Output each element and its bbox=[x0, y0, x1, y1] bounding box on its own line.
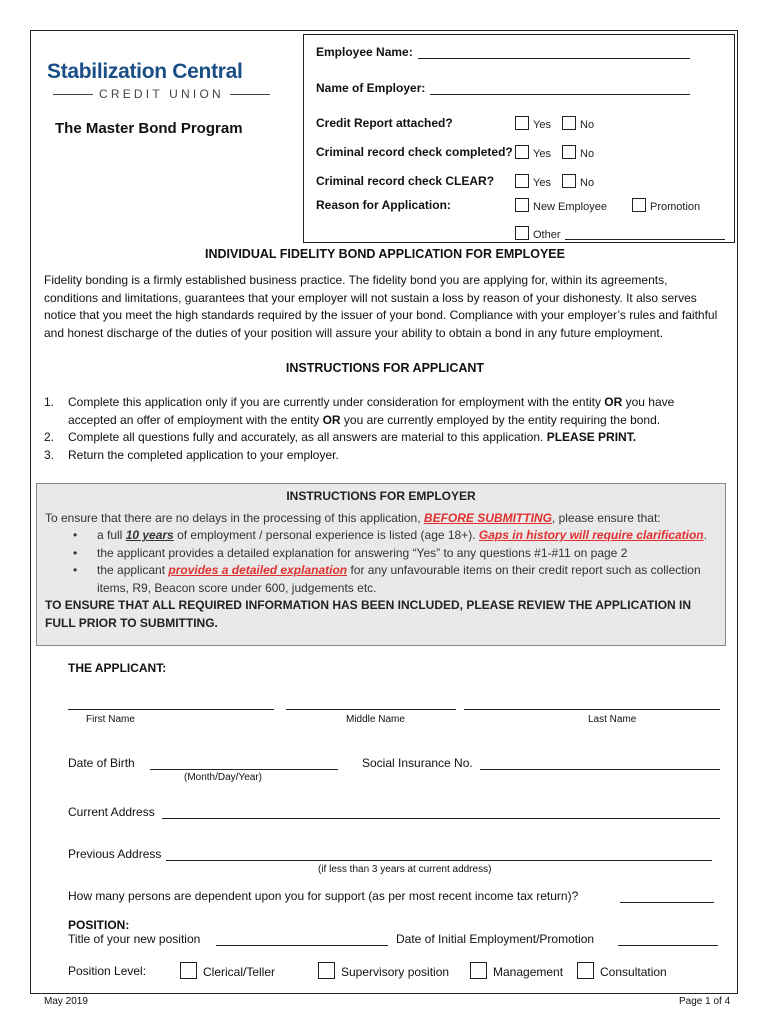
criminal-clear-no[interactable] bbox=[562, 174, 594, 189]
ten-years: 10 years bbox=[125, 528, 174, 542]
middle-name-label: Middle Name bbox=[346, 714, 405, 725]
middle-name-field[interactable] bbox=[286, 709, 456, 710]
bullet: • bbox=[73, 563, 78, 577]
no-label: No bbox=[580, 177, 595, 189]
bullet: • bbox=[73, 545, 78, 560]
employer-bullet-1 bbox=[45, 527, 717, 545]
reason-promotion[interactable] bbox=[632, 198, 700, 213]
checkbox[interactable] bbox=[318, 962, 335, 979]
management-label: Management bbox=[493, 965, 564, 979]
credit-report-no[interactable] bbox=[562, 116, 594, 131]
instruction-1 bbox=[44, 394, 724, 429]
position-level-label: Position Level: bbox=[68, 964, 147, 978]
applicant-instructions-list bbox=[44, 394, 724, 464]
supervisory-label: Supervisory position bbox=[341, 965, 450, 979]
criminal-clear-label: Criminal record check CLEAR? bbox=[316, 174, 495, 188]
text: the applicant provides a detailed explanation for answering “Yes” to any questions #1-#11 on page 2 bbox=[97, 545, 628, 560]
checkbox[interactable] bbox=[470, 962, 487, 979]
criminal-completed-yes[interactable] bbox=[515, 145, 551, 160]
please-print: PLEASE PRINT. bbox=[546, 430, 637, 444]
logo-sub-text: CREDIT UNION bbox=[99, 87, 224, 101]
instruction-2 bbox=[44, 429, 724, 447]
checkbox[interactable] bbox=[632, 198, 646, 212]
checkbox[interactable] bbox=[515, 226, 529, 240]
sin-label: Social Insurance No. bbox=[362, 756, 473, 770]
text: the applicant bbox=[97, 563, 169, 577]
yes-label: Yes bbox=[533, 119, 551, 131]
level-supervisory[interactable] bbox=[318, 962, 449, 979]
text: Complete all questions fully and accurately, as all answers are material to this application. bbox=[68, 430, 547, 444]
number: 1. bbox=[44, 395, 55, 409]
employer-name-field[interactable] bbox=[430, 94, 690, 95]
checkbox[interactable] bbox=[562, 145, 576, 159]
applicant-instructions-title: INSTRUCTIONS FOR APPLICANT bbox=[285, 361, 485, 375]
first-name-field[interactable] bbox=[68, 709, 274, 710]
text: Complete this application only if you are currently under consideration for employment with the entity bbox=[68, 395, 605, 409]
level-consultation[interactable] bbox=[577, 962, 667, 979]
employer-bullet-3 bbox=[45, 562, 717, 597]
gaps-warning: Gaps in history will require clarification bbox=[478, 528, 704, 542]
or-emphasis: OR bbox=[604, 395, 623, 409]
dob-field[interactable] bbox=[150, 769, 338, 770]
footer-date: May 2019 bbox=[44, 996, 88, 1007]
detailed-explanation: provides a detailed explanation bbox=[168, 563, 348, 577]
other-reason-field[interactable] bbox=[565, 239, 725, 240]
current-address-label: Current Address bbox=[68, 805, 155, 819]
criminal-completed-no[interactable] bbox=[562, 145, 594, 160]
yes-label: Yes bbox=[533, 148, 551, 160]
text: you are currently employed by the entity requiring the bond. bbox=[340, 412, 661, 427]
checkbox[interactable] bbox=[180, 962, 197, 979]
dob-label: Date of Birth bbox=[68, 756, 135, 770]
reason-label: Reason for Application: bbox=[316, 198, 451, 212]
no-label: No bbox=[580, 148, 595, 160]
program-title: The Master Bond Program bbox=[55, 120, 243, 137]
text: of employment / personal experience is listed (age 18+). bbox=[173, 528, 479, 542]
promotion-label: Promotion bbox=[650, 201, 701, 213]
text: . bbox=[703, 528, 707, 542]
number: 3. bbox=[44, 447, 55, 462]
new-position-field[interactable] bbox=[216, 945, 388, 946]
employer-intro bbox=[45, 510, 717, 528]
position-title: POSITION: bbox=[68, 918, 130, 932]
credit-report-yes[interactable] bbox=[515, 116, 551, 131]
instruction-text bbox=[68, 429, 636, 447]
intro-paragraph: Fidelity bonding is a firmly established business practice. The fidelity bond you are applying for, within its agreements, conditions and limitations, guarantees that your employer will not sustain a loss by reason of your dishonesty. It also serves notice that you meet the high standards required by the issuer of your bond. Compliance with your employer’s rules and faithful and honest discharge of the duties of your position will assure your ability to obtain a bond in any future employment. bbox=[44, 273, 718, 340]
current-address-field[interactable] bbox=[162, 818, 720, 819]
last-name-field[interactable] bbox=[464, 709, 720, 710]
text: To ensure that there are no delays in the processing of this application, bbox=[45, 510, 424, 525]
checkbox[interactable] bbox=[515, 145, 529, 159]
sin-field[interactable] bbox=[480, 769, 720, 770]
employer-instructions-box bbox=[36, 483, 726, 646]
instruction-text: Return the completed application to your employer. bbox=[68, 447, 339, 462]
level-management[interactable] bbox=[470, 962, 563, 979]
checkbox[interactable] bbox=[515, 174, 529, 188]
text: a full bbox=[97, 528, 126, 542]
footer-page: Page 1 of 4 bbox=[679, 996, 731, 1007]
checkbox[interactable] bbox=[577, 962, 594, 979]
number: 2. bbox=[44, 430, 55, 444]
criminal-completed-label: Criminal record check completed? bbox=[316, 145, 513, 159]
new-employee-label: New Employee bbox=[533, 201, 607, 213]
criminal-clear-yes[interactable] bbox=[515, 174, 551, 189]
checkbox[interactable] bbox=[515, 198, 529, 212]
checkbox[interactable] bbox=[562, 116, 576, 130]
credit-report-label: Credit Report attached? bbox=[316, 116, 453, 130]
applicant-title: THE APPLICANT: bbox=[68, 661, 167, 675]
dependents-label: How many persons are dependent upon you for support (as per most recent income tax return)? bbox=[68, 889, 579, 903]
dependents-field[interactable] bbox=[620, 902, 714, 903]
last-name-label: Last Name bbox=[588, 714, 637, 725]
employer-name-label: Name of Employer: bbox=[316, 81, 426, 95]
logo-title: Stabilization Central bbox=[47, 60, 243, 83]
no-label: No bbox=[580, 119, 595, 131]
form-title: INDIVIDUAL FIDELITY BOND APPLICATION FOR EMPLOYEE bbox=[205, 247, 565, 261]
yes-label: Yes bbox=[533, 177, 551, 189]
new-position-label: Title of your new position bbox=[68, 932, 201, 946]
employee-name-field[interactable] bbox=[418, 58, 690, 59]
logo-subtitle bbox=[47, 87, 276, 101]
or-emphasis: OR bbox=[322, 412, 341, 427]
instruction-3 bbox=[44, 447, 724, 465]
text: you have accepted an offer of employment with the entity bbox=[68, 395, 675, 427]
level-clerical[interactable] bbox=[180, 962, 275, 979]
clerical-label: Clerical/Teller bbox=[203, 965, 276, 979]
consultation-label: Consultation bbox=[600, 965, 667, 979]
dob-hint: (Month/Day/Year) bbox=[184, 772, 262, 783]
checkbox[interactable] bbox=[562, 174, 576, 188]
reason-other[interactable] bbox=[515, 226, 561, 241]
before-submitting: BEFORE SUBMITTING bbox=[423, 510, 552, 525]
date-initial-field[interactable] bbox=[618, 945, 718, 946]
text: , please ensure that: bbox=[551, 510, 661, 525]
bullet: • bbox=[73, 528, 78, 542]
text: for any unfavourable items on their credit report such as collection items, R9, Beacon score under 600, judgements etc. bbox=[97, 563, 701, 595]
employee-name-label: Employee Name: bbox=[316, 45, 413, 59]
checkbox[interactable] bbox=[515, 116, 529, 130]
employer-bullet-2 bbox=[45, 545, 717, 563]
previous-address-field[interactable] bbox=[166, 860, 712, 861]
previous-address-label: Previous Address bbox=[68, 847, 162, 861]
reason-new-employee[interactable] bbox=[515, 198, 607, 213]
employer-instructions-title: INSTRUCTIONS FOR EMPLOYER bbox=[286, 489, 476, 503]
other-label: Other bbox=[533, 229, 561, 241]
first-name-label: First Name bbox=[86, 714, 135, 725]
previous-address-hint: (if less than 3 years at current address) bbox=[318, 864, 492, 875]
instruction-text bbox=[68, 394, 724, 429]
employer-closing: TO ENSURE THAT ALL REQUIRED INFORMATION HAS BEEN INCLUDED, PLEASE REVIEW THE APPLICATION IN FULL PRIOR TO SUBMITTING. bbox=[45, 598, 692, 630]
date-initial-label: Date of Initial Employment/Promotion bbox=[396, 932, 595, 946]
